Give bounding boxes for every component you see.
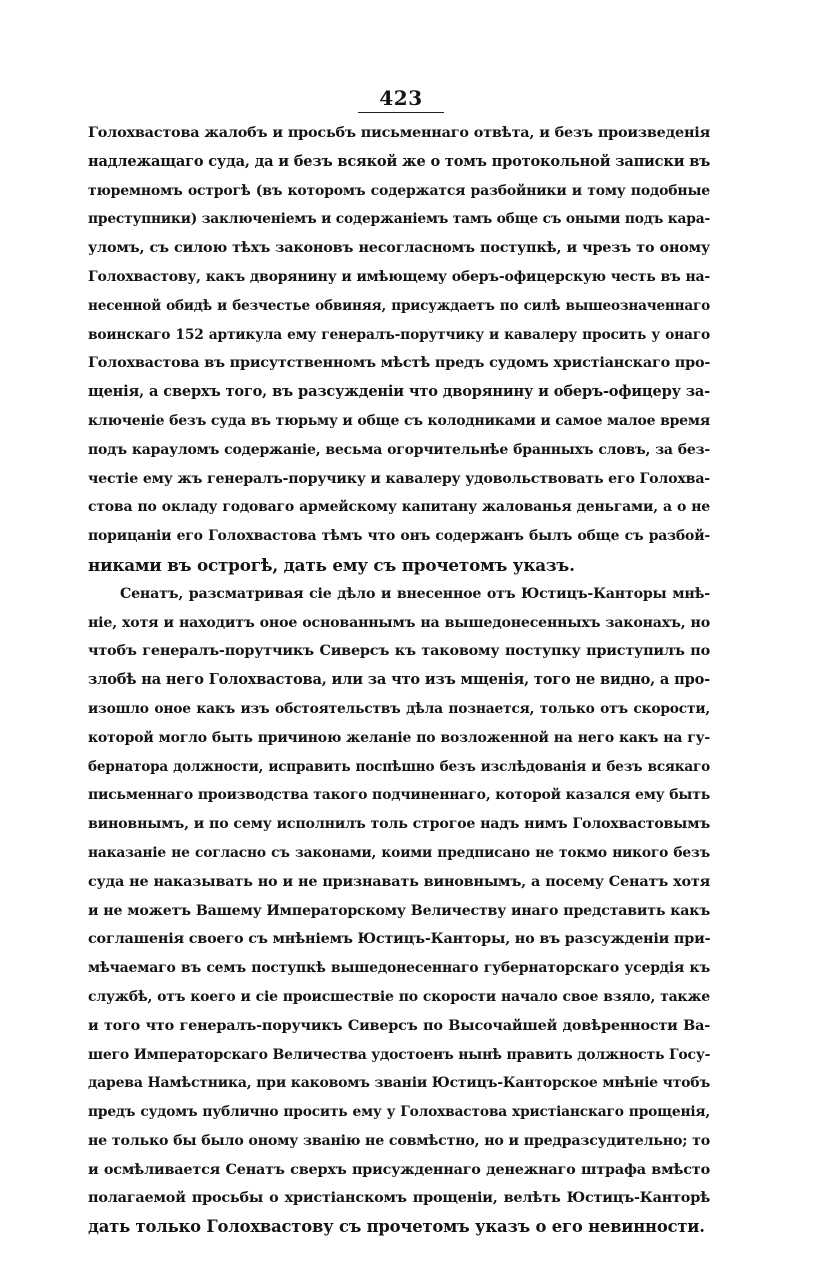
text-line: которой могло быть причиною желаніе по возложенной на него какъ на гу-: [88, 729, 710, 746]
text-line: службѣ, отъ коего и сіе происшествіе по скорости начало свое взяло, также: [88, 988, 710, 1005]
text-line: воинскаго 152 артикула ему генералъ-порутчику и кавалеру просить у онаго: [88, 326, 710, 343]
text-line: стова по окладу годоваго армейскому капитану жалованья деньгами, а о не: [88, 499, 710, 516]
text-line: злобѣ на него Голохвастова, или за что изъ мщенія, того не видно, а про-: [88, 671, 710, 689]
text-line: несенной обидѣ и безчестье обвиняя, присуждаетъ по силѣ вышеозначеннаго: [88, 297, 710, 314]
text-line: не только бы было оному званію не совмѣстно, но и предразсудительно; то: [88, 1132, 710, 1149]
header-rule: [358, 112, 444, 113]
text-line: ніе, хотя и находитъ оное основаннымъ на вышедонесенныхъ законахъ, но: [88, 614, 710, 631]
text-line: мѣчаемаго въ семъ поступкѣ вышедонесеннаго губернаторскаго усердія къ: [88, 960, 710, 977]
text-line: дать только Голохвастову съ прочетомъ указъ о его невинности.: [88, 1217, 705, 1237]
text-line: суда не наказывать но и не признавать виновнымъ, а посему Сенатъ хотя: [88, 872, 710, 890]
text-line: уломъ, съ силою тѣхъ законовъ несогласномъ поступкѣ, и чрезъ то оному: [88, 239, 710, 257]
paragraph: [88, 580, 710, 1242]
text-line: преступники) заключеніемъ и содержаніемъ тамъ обще съ оными подъ кара-: [88, 211, 710, 228]
text-line: и осмѣливается Сенатъ сверхъ присужденнаго денежнаго штрафа вмѣсто: [88, 1160, 710, 1178]
text-line: бернатора должности, исправить поспѣшно безъ изслѣдованія и безъ всякаго: [88, 758, 710, 775]
text-line: соглашенія своего съ мнѣніемъ Юстицъ-Канторы, но въ разсужденіи при-: [88, 930, 710, 948]
text-line: шего Императорскаго Величества удостоенъ нынѣ править должность Госу-: [88, 1046, 710, 1063]
text-line: письменнаго производства такого подчиненнаго, которой казался ему быть: [88, 787, 710, 804]
text-line: наказаніе не согласно съ законами, коими предписано не токмо никого безъ: [88, 844, 710, 861]
text-line: тюремномъ острогѣ (въ которомъ содержатся разбойники и тому подобные: [88, 182, 710, 199]
paragraph: [88, 119, 710, 580]
text-line: честіе ему жъ генералъ-поручику и кавалеру удовольствовать его Голохва-: [88, 470, 710, 487]
text-line: и не можетъ Вашему Императорскому Величеству инаго представить какъ: [88, 902, 710, 919]
text-line: Голохвастову, какъ дворянину и имѣющему оберъ-офицерскую честь въ на-: [88, 268, 710, 285]
text-line: и того что генералъ-поручикъ Сиверсъ по Высочайшей довѣренности Ва-: [88, 1016, 710, 1034]
text-line: щенія, а сверхъ того, въ разсужденіи что дворянину и оберъ-офицеру за-: [88, 383, 710, 401]
text-line: подъ карауломъ содержаніе, весьма огорчительнѣе бранныхъ словъ, за без-: [88, 441, 710, 458]
body-text: [88, 119, 710, 1242]
text-line: порицаніи его Голохвастова тѣмъ что онъ содержанъ былъ обще съ разбой-: [88, 528, 710, 545]
page-number: 423: [379, 86, 423, 110]
text-line: виновнымъ, и по сему исполнилъ толь строгое надъ нимъ Голохвастовымъ: [88, 816, 710, 833]
text-line: Сенатъ, разсматривая сіе дѣло и внесенное отъ Юстицъ-Канторы мнѣ-: [120, 585, 710, 602]
text-line: полагаемой просьбы о христіанскомъ прощеніи, велѣть Юстицъ-Канторѣ: [88, 1189, 710, 1207]
text-line: надлежащаго суда, да и безъ всякой же о томъ протокольной записки въ: [88, 152, 710, 170]
text-line: Голохвастова въ присутственномъ мѣстѣ предъ судомъ христіанскаго про-: [88, 354, 710, 372]
text-line: Голохвастова жалобъ и просьбъ письменнаго отвѣта, и безъ произведенія: [88, 124, 710, 141]
text-line: никами въ острогѣ, дать ему съ прочетомъ указъ.: [88, 554, 575, 575]
text-line: ключеніе безъ суда въ тюрьму и обще съ колодниками и самое малое время: [88, 412, 710, 429]
text-line: чтобъ генералъ-порутчикъ Сиверсъ къ таковому поступку приступилъ по: [88, 642, 710, 660]
text-line: дарева Намѣстника, при каковомъ званіи Юстицъ-Канторское мнѣніе чтобъ: [88, 1075, 710, 1092]
text-line: изошло оное какъ изъ обстоятельствъ дѣла познается, только отъ скорости,: [88, 700, 710, 717]
text-line: предъ судомъ публично просить ему у Голохвастова христіанскаго прощенія,: [88, 1104, 710, 1121]
